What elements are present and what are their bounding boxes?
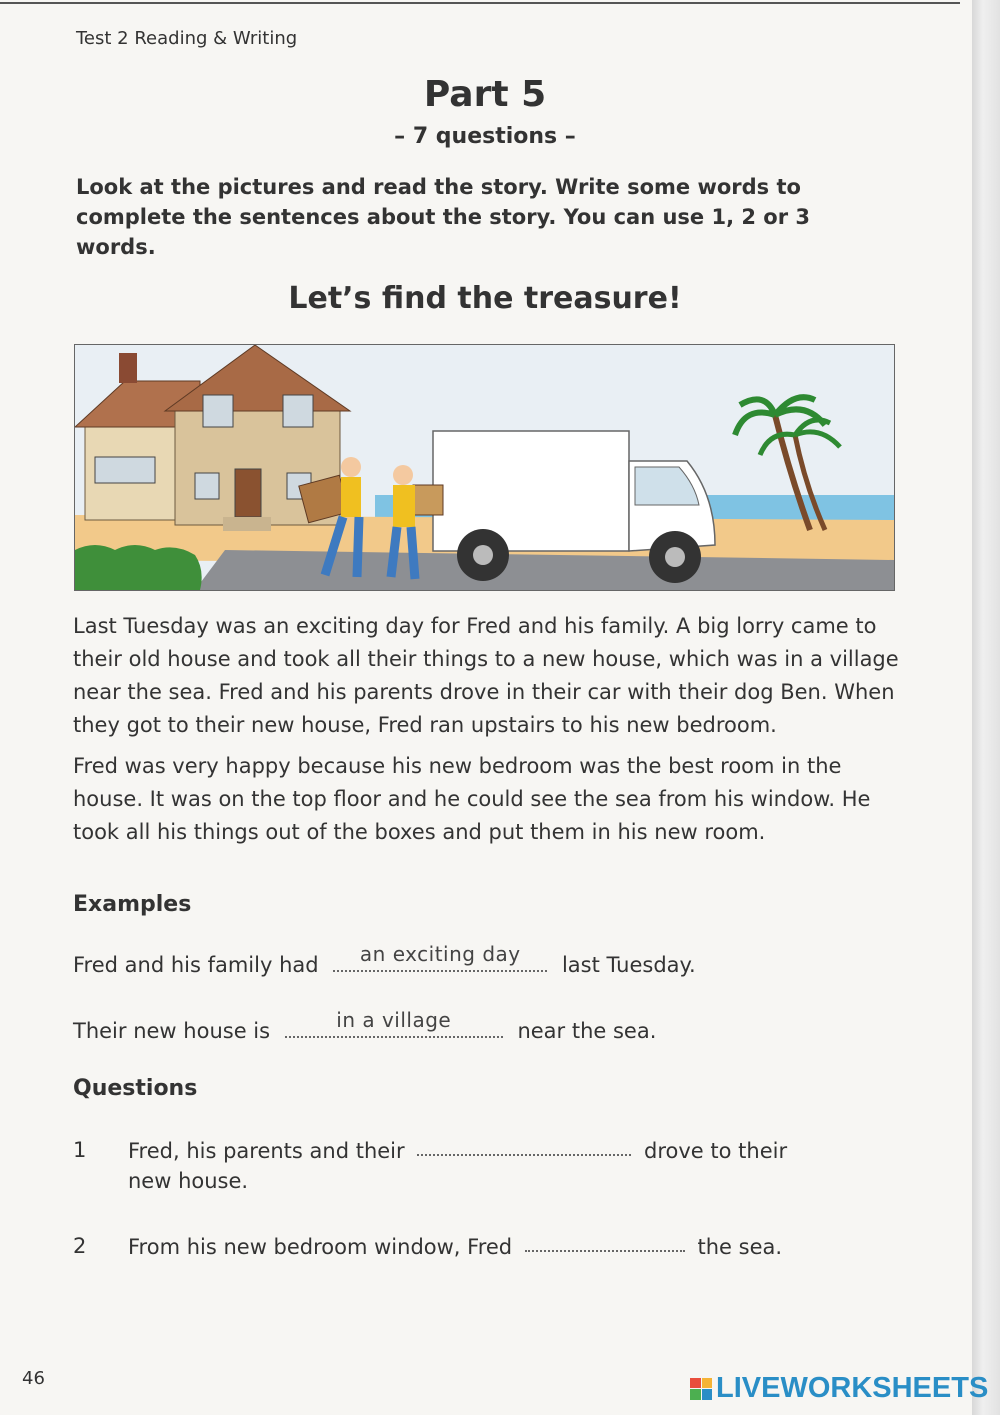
questions-heading: Questions [73, 1076, 198, 1101]
example-answer: an exciting day [359, 942, 521, 966]
story-text [73, 610, 903, 857]
bush [75, 545, 202, 590]
page-number: 46 [22, 1368, 45, 1389]
part-subtitle: – 7 questions – [394, 124, 576, 149]
question-text-before: From his new bedroom window, Fred [128, 1235, 513, 1259]
truck-box [433, 431, 629, 551]
liveworksheets-logo-icon [690, 1378, 712, 1400]
answer-input-1[interactable] [417, 1139, 631, 1163]
example-answer-blank [333, 942, 547, 972]
answer-blank-2 [525, 1232, 685, 1252]
question-2 [128, 1232, 848, 1262]
story-title: Let’s find the treasure! [288, 281, 682, 316]
part-title: Part 5 [423, 74, 547, 115]
question-text-continuation: new house. [128, 1169, 249, 1193]
man-shirt [341, 477, 361, 517]
example-answer-blank [285, 1008, 503, 1038]
example-text-before: Their new house is [73, 1019, 271, 1043]
door [235, 469, 261, 517]
window [95, 457, 155, 483]
box [413, 485, 443, 515]
moving-day-picture [75, 345, 894, 590]
question-text-before: Fred, his parents and their [128, 1139, 405, 1163]
example-text-after: near the sea. [517, 1019, 657, 1043]
example-answer: in a village [336, 1008, 452, 1032]
question-text-after: the sea. [697, 1235, 783, 1259]
book-spine-edge [972, 0, 1000, 1415]
top-rule [0, 2, 960, 4]
liveworksheets-brand[interactable] [690, 1372, 988, 1405]
brand-name: LIVEWORKSHEETS [716, 1372, 989, 1404]
example-text-after: last Tuesday. [561, 953, 696, 977]
story-illustration [74, 344, 895, 591]
question-number: 1 [73, 1138, 87, 1162]
chimney [119, 353, 137, 383]
question-1 [128, 1136, 848, 1196]
window [195, 473, 219, 499]
example-text-before: Fred and his family had [73, 953, 319, 977]
steps [223, 517, 271, 531]
man-head [393, 465, 413, 485]
story-paragraph: Last Tuesday was an exciting day for Fred and his family. A big lorry came to their old house and took all their things to a new house, which was in a village near the sea. Fred and his parents drove in their car with their dog Ben. When they got to their new house, Fred ran upstairs to his new bedroom. [73, 614, 899, 737]
examples-heading: Examples [73, 892, 192, 917]
window [203, 395, 233, 427]
man-shirt [393, 485, 415, 527]
example-sentence-2 [73, 1008, 657, 1043]
question-text-after: drove to their [644, 1139, 788, 1163]
answer-input-2[interactable] [525, 1235, 685, 1259]
answer-blank-1 [417, 1136, 631, 1156]
window [283, 395, 313, 427]
example-sentence-1 [73, 942, 696, 977]
test-header: Test 2 Reading & Writing [76, 28, 298, 49]
question-number: 2 [73, 1234, 87, 1258]
story-paragraph: Fred was very happy because his new bedroom was the best room in the house. It was on the top floor and he could see the sea from his window. He took all his things out of the boxes and put them in his new room. [73, 754, 871, 844]
instructions: Look at the pictures and read the story. Write some words to complete the sentences about the story. You can use 1, 2 or 3 words. [76, 175, 811, 259]
man-head [341, 457, 361, 477]
